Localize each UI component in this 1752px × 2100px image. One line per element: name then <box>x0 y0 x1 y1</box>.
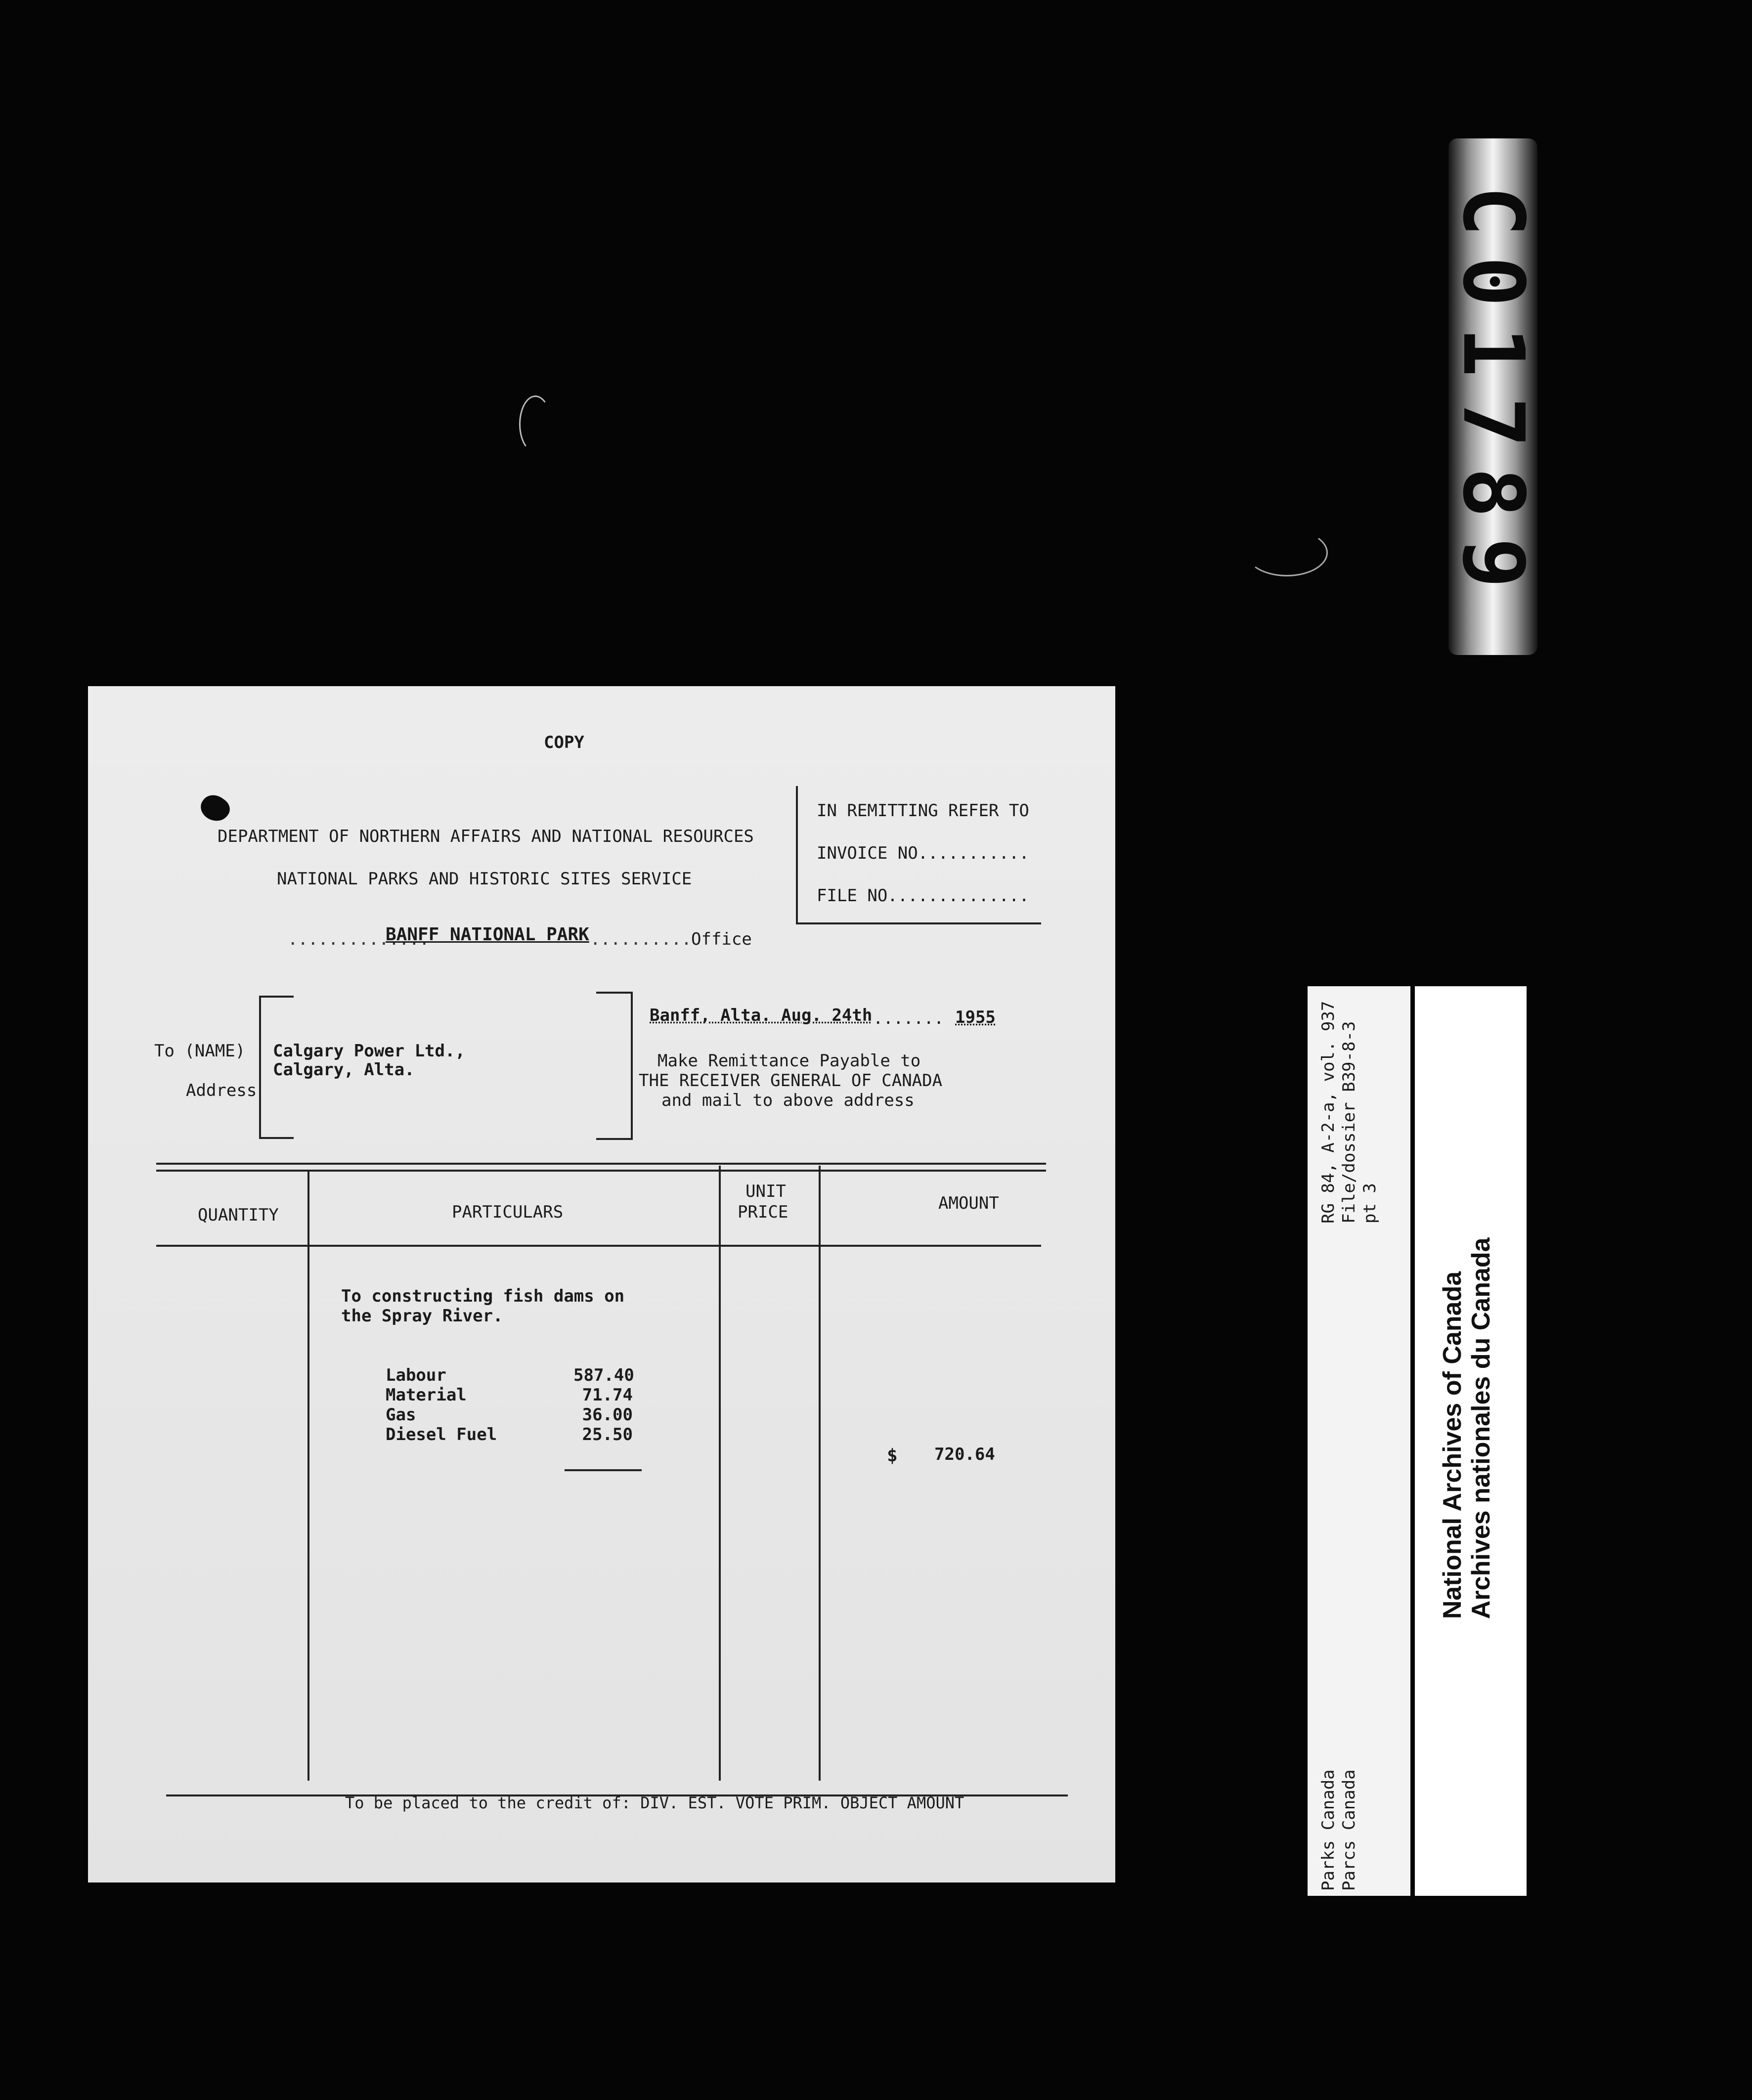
agency-name-fr: Parcs Canada <box>1339 1769 1359 1891</box>
address-bracket-right <box>631 992 633 1140</box>
copy-label: COPY <box>544 733 584 752</box>
file-number-field: FILE NO.............. <box>817 886 1029 906</box>
address-label: Address <box>186 1081 257 1100</box>
archive-reference-label <box>1308 986 1410 1896</box>
department-heading: DEPARTMENT OF NORTHERN AFFAIRS AND NATIONAL RESOURCES <box>218 827 754 846</box>
invoice-date: Banff, Alta. Aug. 24th <box>650 1006 873 1025</box>
column-divider <box>719 1166 721 1781</box>
address-bracket-right <box>596 992 632 994</box>
table-top-rule <box>156 1170 1046 1172</box>
currency-symbol: $ <box>887 1445 898 1466</box>
column-header-particulars: PARTICULARS <box>452 1202 564 1222</box>
remittance-line-3: and mail to above address <box>661 1091 915 1110</box>
column-header-unit-price: UNIT <box>745 1181 786 1201</box>
service-heading: NATIONAL PARKS AND HISTORIC SITES SERVICE <box>277 869 692 889</box>
national-archives-banner <box>1415 986 1527 1896</box>
line-item-label: Diesel Fuel <box>386 1425 497 1444</box>
invoice-total: 720.64 <box>934 1444 995 1464</box>
date-leader-dots: ....... <box>873 1008 944 1028</box>
subtotal-rule <box>565 1469 642 1471</box>
office-name: BANFF NATIONAL PARK <box>386 924 589 945</box>
line-item-value: 71.74 <box>582 1385 633 1405</box>
invoice-sheet <box>88 686 1115 1882</box>
address-bracket-left <box>259 996 294 998</box>
film-scratch <box>519 395 552 453</box>
line-item-label: Labour <box>386 1365 446 1385</box>
column-header-amount: AMOUNT <box>938 1193 999 1213</box>
table-top-rule <box>156 1163 1046 1165</box>
remit-box-left-border <box>796 786 798 924</box>
column-header-unit-price: PRICE <box>738 1202 788 1222</box>
frame-number: C01789 <box>1444 185 1542 608</box>
column-divider <box>819 1166 821 1781</box>
address-bracket-left <box>259 996 261 1139</box>
film-scratch <box>1246 529 1328 576</box>
line-item-value: 36.00 <box>582 1405 633 1425</box>
column-header-quantity: QUANTITY <box>198 1205 279 1225</box>
column-divider <box>307 1172 309 1781</box>
address-bracket-left <box>259 1137 294 1139</box>
archives-name-fr: Archives nationales du Canada <box>1467 1237 1495 1619</box>
remittance-line-1: Make Remittance Payable to <box>657 1051 921 1071</box>
archive-reference-line: File/dossier B39-8-3 <box>1339 1021 1359 1224</box>
remittance-payee: THE RECEIVER GENERAL OF CANADA <box>639 1071 943 1091</box>
office-leader-dots: .............. <box>288 929 430 949</box>
archive-reference-line: RG 84, A-2-a, vol. 937 <box>1318 1001 1338 1224</box>
line-item-label: Material <box>386 1385 467 1405</box>
remit-box-line1: IN REMITTING REFER TO <box>817 801 1029 821</box>
description-line: To constructing fish dams on <box>341 1286 625 1306</box>
invoice-year: 1955 <box>955 1007 996 1027</box>
office-leader-dots: .......... <box>590 929 692 949</box>
description-line: the Spray River. <box>341 1306 503 1326</box>
archives-name-en: National Archives of Canada <box>1438 1271 1467 1619</box>
table-header-rule <box>156 1245 1041 1247</box>
line-item-value: 587.40 <box>573 1365 634 1385</box>
address-bracket-right <box>596 1138 632 1140</box>
invoice-number-field: INVOICE NO........... <box>817 843 1029 863</box>
remit-box-bottom-border <box>796 922 1041 924</box>
line-item-label: Gas <box>386 1405 416 1425</box>
agency-name-en: Parks Canada <box>1318 1769 1338 1891</box>
recipient-name: Calgary Power Ltd., <box>273 1041 465 1061</box>
to-name-label: To (NAME) <box>154 1041 246 1061</box>
recipient-address: Calgary, Alta. <box>273 1060 415 1080</box>
office-suffix: Office <box>691 929 752 949</box>
archive-reference-line: pt 3 <box>1360 1183 1380 1224</box>
credit-line: To be placed to the credit of: DIV. EST. VOTE PRIM. OBJECT AMOUNT <box>345 1794 964 1812</box>
line-item-value: 25.50 <box>582 1425 633 1444</box>
